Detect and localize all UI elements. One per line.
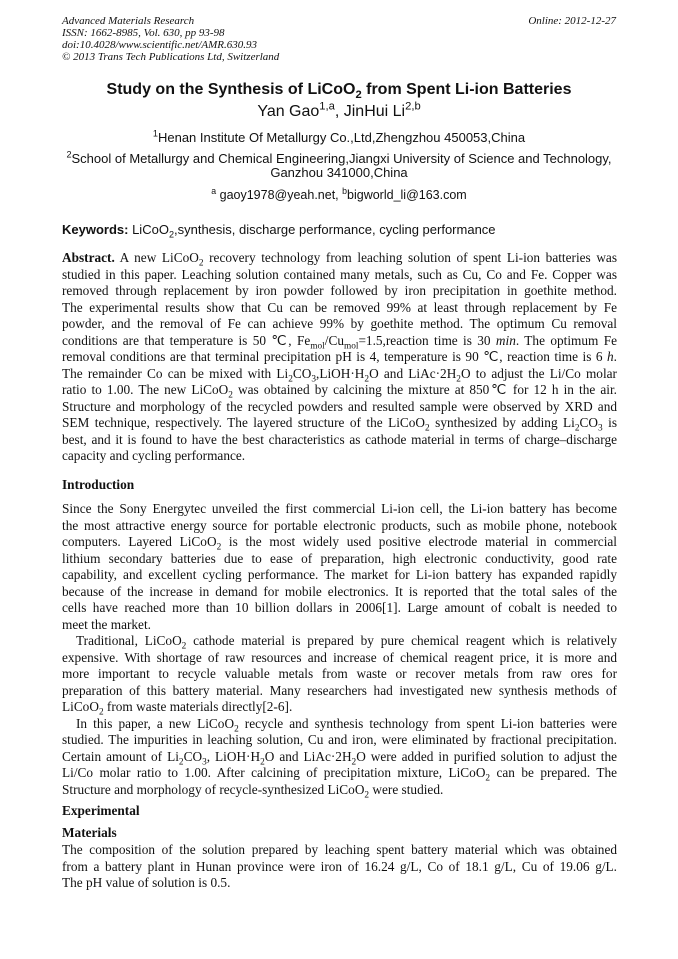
doi: doi:10.4028/www.scientific.net/AMR.630.93 bbox=[62, 39, 258, 51]
subscript: 2 bbox=[168, 229, 174, 240]
keywords bbox=[62, 222, 496, 240]
subscript: 2 bbox=[574, 423, 580, 434]
journal-header bbox=[62, 15, 279, 63]
subscript: 2 bbox=[178, 757, 184, 768]
paragraph bbox=[62, 501, 617, 633]
paragraph bbox=[62, 633, 617, 716]
subscript: 2 bbox=[355, 89, 362, 102]
affiliation-1: $^1$Henan Institute Of Metallurgy Co.,Ltd,Zhengzhou 450053,China bbox=[152, 128, 526, 145]
subscript: 2 bbox=[98, 707, 104, 718]
authors: Yan Gao$^{1,a}$, JinHui Li$^{2,b}$ bbox=[257, 100, 421, 120]
text-line: LiCoO$_2$ from waste materials directly[2-6]. bbox=[62, 699, 293, 718]
superscript: a bbox=[211, 185, 217, 196]
text-line: The experimental results show that Cu can be removed 99% at least through replacement by Fe bbox=[62, 299, 617, 315]
text-line: The remainder Co can be mixed with $Li_2CO_3,LiOH\cdot H_2O$ and $LiAc\cdot 2H_2O$ to adjust the Li/Co molar bbox=[62, 365, 617, 385]
text-line: In this paper, a new LiCoO$_2$ recycle and synthesis technology from spent Li-ion batteries were bbox=[76, 715, 617, 735]
text-line: Traditional, LiCoO$_2$ cathode material is prepared by pure chemical reagent which is relatively bbox=[76, 633, 617, 652]
author-emails: $^a$ gaoy1978@yeah.net, $^b$bigworld_li@163.com bbox=[211, 185, 467, 202]
text-line: Abstract. A new LiCoO$_2$ recovery technology from leaching solution of spent Li-ion batteries was bbox=[62, 250, 617, 269]
text-line: SEM technique, respectively. The layered structure of the LiCoO$_2$ synthesized by adding $Li_2CO_3$ is bbox=[62, 415, 617, 434]
text-line: from a battery plant in Hunan province were iron of 16.24 g/L, Co of 18.1 g/L, Cu of 19.06 g/L. bbox=[62, 858, 617, 874]
text-line: capacity and cycling performance. bbox=[62, 448, 246, 463]
subscript: 2 bbox=[288, 374, 293, 385]
superscript: 1 bbox=[152, 128, 158, 139]
affiliation-2 bbox=[40, 149, 638, 180]
materials-body bbox=[62, 842, 617, 892]
online-date: Online: 2012-12-27 bbox=[528, 15, 616, 27]
subscript: 3 bbox=[202, 757, 207, 768]
subscript: 2 bbox=[485, 773, 491, 784]
abstract bbox=[62, 250, 617, 465]
text-line: conditions are that temperature is 50 ℃, $Fe_{mol}/Cu_{mol}=1.5,reaction$ time is 30 min. The optimum Fe bbox=[62, 332, 618, 352]
introduction-heading: Introduction bbox=[62, 477, 135, 492]
text-line: cells have reached more than 10 billion dollars in 2006[1]. Large amount of cobalt is needed to bbox=[62, 600, 617, 615]
subscript: 2 bbox=[260, 757, 265, 768]
keywords-text: LiCoO$_2$,synthesis, discharge performance, cycling performance bbox=[128, 222, 496, 240]
abstract-label: Abstract. bbox=[62, 250, 115, 265]
italic-text: h bbox=[607, 349, 614, 364]
text-line: Certain amount of $Li_2CO_3$, $LiOH\cdot H_2O$ and $LiAc\cdot 2H_2O$ were added in purified solution to adjust the bbox=[62, 748, 618, 768]
subscript: 2 bbox=[234, 724, 239, 735]
text-line: more important to recycle valuable metals from waste or recover metals from raw ores for bbox=[62, 666, 617, 681]
subscript: 2 bbox=[198, 258, 204, 269]
text-line: removal conditions are that terminal precipitation pH is 4, temperature is 90 ℃, reaction time is 6 h. bbox=[62, 349, 617, 364]
subscript: 3 bbox=[311, 374, 317, 385]
copyright: © 2013 Trans Tech Publications Ltd, Switzerland bbox=[62, 51, 280, 63]
text-line: capability, and excellent cycling performance. The market for Li-ion battery has expanded rapidly bbox=[62, 567, 617, 582]
text-line: studied in this paper. Leaching solution contained many metals, such as Cu, Co and Fe. Copper was bbox=[62, 266, 617, 282]
text-line: The composition of the solution prepared by leaching spent battery material which was obtained bbox=[62, 842, 617, 857]
subscript: 2 bbox=[364, 790, 370, 801]
subscript: 2 bbox=[216, 542, 222, 553]
text-line: lithium secondary batteries due to ease of preparation, high electronic conductivity, good rate bbox=[62, 550, 617, 566]
experimental-heading: Experimental bbox=[62, 803, 140, 818]
text-line: Structure and morphology of recycle-synthesized LiCoO$_2$ were studied. bbox=[62, 781, 444, 801]
subscript: 2 bbox=[181, 641, 187, 652]
subscript: 2 bbox=[425, 423, 430, 434]
subscript: 2 bbox=[228, 390, 233, 401]
introduction-body bbox=[62, 501, 618, 801]
text-line: ratio to 1.00. The new LiCoO$_2$ was obtained by calcining the mixture at 850℃ for 12 h in the air. bbox=[62, 382, 618, 401]
keywords-label: Keywords: bbox=[62, 222, 129, 237]
text-line: best, and it is found to have the best characteristics as cathode material in terms of charge–discharge bbox=[62, 431, 617, 447]
superscript: 2 bbox=[66, 149, 72, 160]
text-line: computers. Layered LiCoO$_2$ is the most widely used positive electrode material in commercial bbox=[62, 534, 617, 553]
italic-text: min bbox=[495, 332, 516, 348]
superscript: 2,b bbox=[405, 100, 421, 113]
materials-subheading: Materials bbox=[62, 825, 117, 840]
text-line: the most attractive energy source for portable electronic products, such as mobile phone, notebook bbox=[62, 517, 617, 533]
subscript: 2 bbox=[456, 374, 461, 385]
paragraph bbox=[62, 716, 617, 799]
text-line: Structure and morphology of the recycled powders and resulted sample were observed by XRD and bbox=[62, 398, 617, 414]
text-line: powder, and the removal of Fe can achieve 99% by goethite method. The optimum Cu removal bbox=[62, 316, 617, 331]
superscript: 1,a bbox=[319, 100, 335, 113]
text-line: because of the increase in demand for mobile electronics. It is reported that the total sales of the bbox=[62, 583, 617, 599]
superscript: b bbox=[342, 185, 348, 196]
issn: ISSN: 1662-8985, Vol. 630, pp 93-98 bbox=[62, 27, 225, 39]
text-line: Since the Sony Energytec unveiled the first commercial Li-ion cell, the Li-ion battery has become bbox=[62, 501, 617, 516]
affiliation-2-line: $^2$School of Metallurgy and Chemical Engineering,Jiangxi University of Science and Technology, bbox=[66, 149, 612, 166]
journal-name: Advanced Materials Research bbox=[62, 15, 195, 27]
text-line: The pH value of solution is 0.5. bbox=[62, 875, 231, 890]
subscript: mol bbox=[310, 341, 325, 352]
text-line: Li/Co molar ratio to 1.00. After calcining of precipitation mixture, LiCoO$_2$ can be prepared. The bbox=[62, 765, 617, 784]
paper-title: Study on the Synthesis of LiCoO$_2$ from Spent Li-ion Batteries bbox=[106, 81, 572, 102]
subscript: 3 bbox=[598, 423, 603, 434]
text-line: preparation of this battery material. Many researchers had investigated new synthesis methods of bbox=[62, 682, 617, 698]
affiliation-2-city: Ganzhou 341000,China bbox=[270, 165, 408, 180]
subscript: 2 bbox=[351, 757, 357, 768]
text-line: meet the market. bbox=[62, 616, 151, 632]
subscript: mol bbox=[343, 341, 359, 352]
text-line: studied. The impurities in leaching solution, Cu and iron, were eliminated by fractional precipitation. bbox=[62, 732, 617, 747]
subscript: 2 bbox=[364, 374, 370, 385]
text-line: removed through replacement by iron powder followed by iron precipitation in goethite method. bbox=[62, 283, 617, 298]
text-line: expensive. With shortage of raw resources and increase of chemical reagent price, it is more and bbox=[62, 649, 617, 665]
